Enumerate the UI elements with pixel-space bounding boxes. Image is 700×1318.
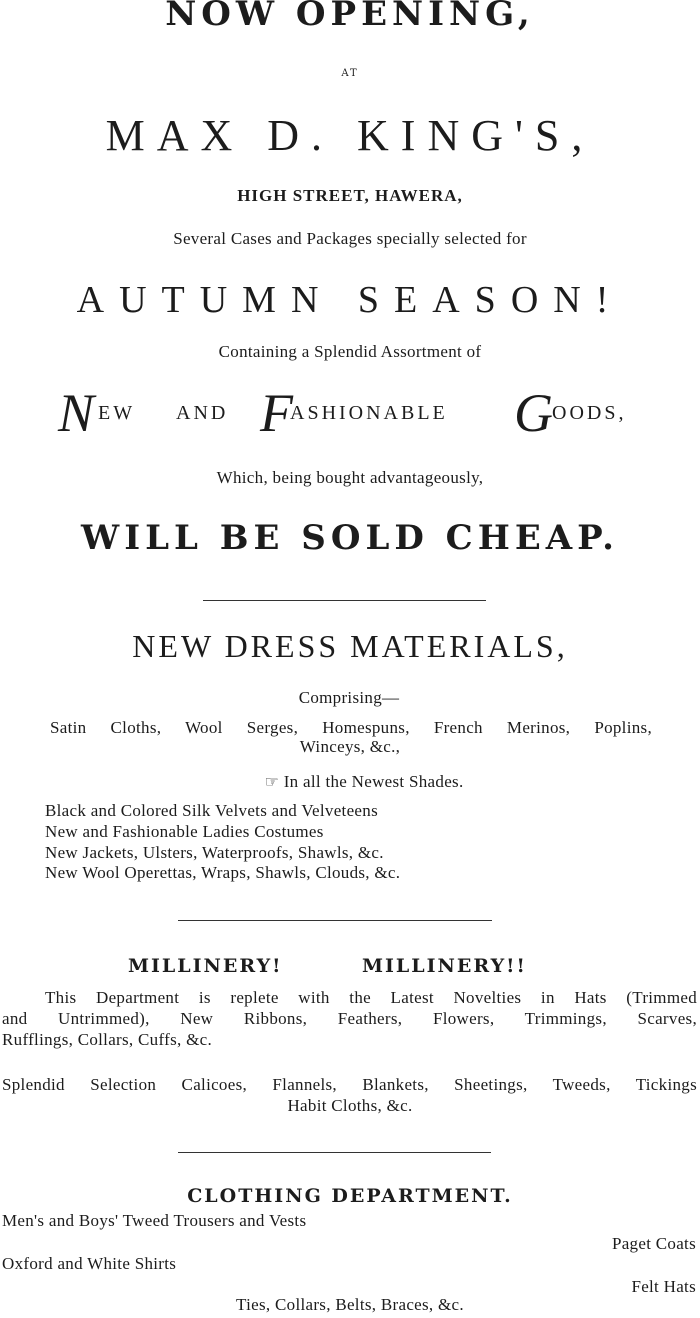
dress-list-line-1: Satin Cloths, Wool Serges, Homespuns, French Merinos, Poplins, bbox=[50, 718, 652, 737]
word-oods: OODS, bbox=[552, 402, 627, 424]
initial-g: G bbox=[514, 383, 553, 443]
initial-f: F bbox=[260, 383, 293, 443]
cases-line: Several Cases and Packages specially selected for bbox=[173, 229, 527, 248]
at-label: AT bbox=[341, 68, 359, 79]
address-line: HIGH STREET, HAWERA, bbox=[237, 186, 463, 205]
millinery-para-line-1: This Department is replete with the Latest Novelties in Hats (Trimmed bbox=[45, 988, 697, 1007]
containing-line: Containing a Splendid Assortment of bbox=[218, 342, 482, 361]
pointing-hand-icon: ☞ bbox=[264, 772, 280, 791]
divider-1 bbox=[203, 600, 486, 601]
clothing-department-heading: CLOTHING DEPARTMENT. bbox=[187, 1185, 513, 1207]
calicoes-line-1: Splendid Selection Calicoes, Flannels, Blankets, Sheetings, Tweeds, Tickings bbox=[2, 1075, 697, 1094]
autumn-season-heading: AUTUMN SEASON! bbox=[76, 279, 624, 321]
comprising-label: Comprising— bbox=[298, 688, 400, 707]
dress-item-4: New Wool Operettas, Wraps, Shawls, Clouds, &c. bbox=[45, 863, 401, 882]
sold-cheap-heading: WILL BE SOLD CHEAP. bbox=[81, 518, 619, 558]
clothing-line-1: Men's and Boys' Tweed Trousers and Vests bbox=[2, 1211, 307, 1230]
clothing-line-2: Oxford and White Shirts bbox=[2, 1254, 177, 1273]
word-ew: EW bbox=[98, 402, 136, 424]
dress-item-1: Black and Colored Silk Velvets and Velveteens bbox=[45, 801, 378, 820]
shades-text: In all the Newest Shades. bbox=[283, 772, 464, 791]
word-and: AND bbox=[176, 402, 229, 424]
initial-n: N bbox=[58, 383, 95, 443]
dress-materials-heading: NEW DRESS MATERIALS, bbox=[132, 628, 568, 664]
clothing-line-3: Ties, Collars, Belts, Braces, &c. bbox=[236, 1295, 464, 1314]
goods-headline bbox=[58, 383, 638, 446]
millinery-para-line-3: Rufflings, Collars, Cuffs, &c. bbox=[2, 1030, 213, 1049]
millinery-para-line-2: and Untrimmed), New Ribbons, Feathers, Flowers, Trimmings, Scarves, bbox=[2, 1009, 697, 1028]
which-line: Which, being bought advantageously, bbox=[216, 468, 484, 487]
paget-coats: Paget Coats bbox=[611, 1234, 696, 1253]
now-opening-heading: NOW OPENING, bbox=[165, 0, 535, 34]
divider-3 bbox=[178, 1152, 491, 1153]
felt-hats: Felt Hats bbox=[631, 1277, 696, 1296]
calicoes-line-2: Habit Cloths, &c. bbox=[287, 1096, 413, 1115]
dress-item-3: New Jackets, Ulsters, Waterproofs, Shawls, &c. bbox=[45, 843, 384, 862]
word-ashionable: ASHIONABLE bbox=[290, 402, 448, 424]
store-name: MAX D. KING'S, bbox=[105, 111, 595, 160]
millinery-heading-1: MILLINERY! bbox=[128, 955, 283, 977]
shades-line bbox=[14, 772, 700, 792]
divider-2 bbox=[178, 920, 492, 921]
dress-item-2: New and Fashionable Ladies Costumes bbox=[45, 822, 324, 841]
dress-list-line-2: Winceys, &c., bbox=[299, 737, 401, 756]
millinery-heading-2: MILLINERY!! bbox=[362, 955, 527, 977]
